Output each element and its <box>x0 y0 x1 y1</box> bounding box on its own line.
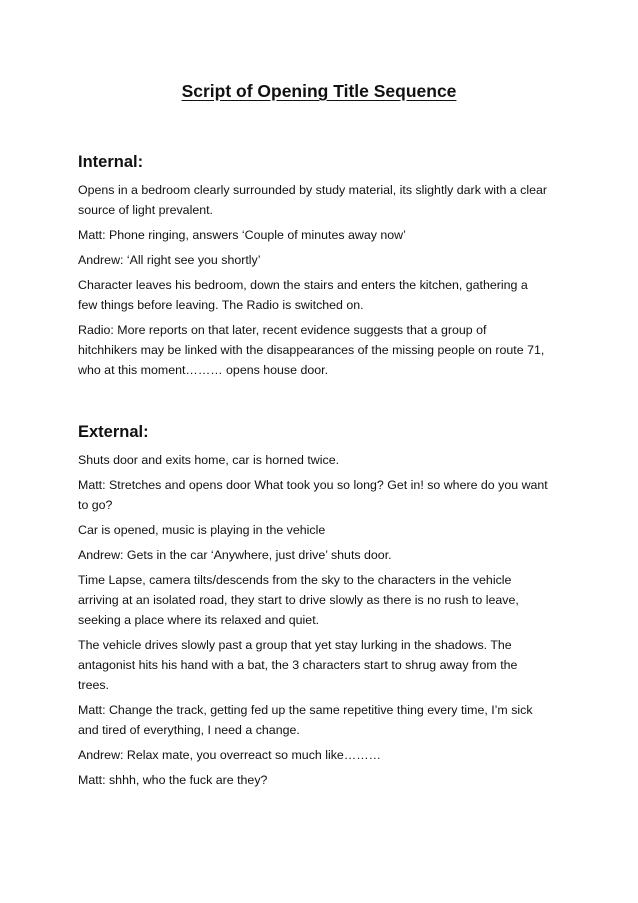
script-paragraph: The vehicle drives slowly past a group that yet stay lurking in the shadows. The antagonist hits his hand with a bat, the 3 characters start to shrug away from the trees. <box>78 638 518 692</box>
script-paragraph: Andrew: ‘All right see you shortly’ <box>78 253 261 267</box>
script-paragraph: Matt: Phone ringing, answers ‘Couple of minutes away now’ <box>78 228 406 242</box>
script-paragraph: Time Lapse, camera tilts/descends from the sky to the characters in the vehicle arriving at an isolated road, they start to drive slowly as there is no rush to leave, seeking a place where its relaxed and quiet. <box>78 573 519 627</box>
script-paragraph: Andrew: Relax mate, you overreact so much like……… <box>78 748 381 762</box>
script-paragraph: Matt: shhh, who the fuck are they? <box>78 773 268 787</box>
script-paragraph: Opens in a bedroom clearly surrounded by study material, its slightly dark with a clear source of light prevalent. <box>78 183 547 217</box>
section-heading-external: External: <box>78 423 149 441</box>
script-paragraph: Matt: Stretches and opens door What took you so long? Get in! so where do you want to go? <box>78 478 548 512</box>
script-paragraph: Car is opened, music is playing in the vehicle <box>78 523 326 537</box>
section-internal <box>78 151 548 380</box>
script-paragraph: Character leaves his bedroom, down the stairs and enters the kitchen, gathering a few things before leaving. The Radio is switched on. <box>78 278 528 312</box>
document-title: Script of Opening Title Sequence <box>181 81 457 101</box>
script-paragraph: Shuts door and exits home, car is horned twice. <box>78 453 340 467</box>
section-spacer <box>78 385 548 421</box>
section-heading-internal: Internal: <box>78 153 144 171</box>
script-paragraph: Andrew: Gets in the car ‘Anywhere, just drive’ shuts door. <box>78 548 392 562</box>
script-paragraph: Radio: More reports on that later, recent evidence suggests that a group of hitchhikers may be linked with the disappearances of the missing people on route 71, who at this moment……… opens house door. <box>78 323 545 377</box>
section-external <box>78 421 548 790</box>
script-paragraph: Matt: Change the track, getting fed up the same repetitive thing every time, I’m sick and tired of everything, I need a change. <box>78 703 533 737</box>
